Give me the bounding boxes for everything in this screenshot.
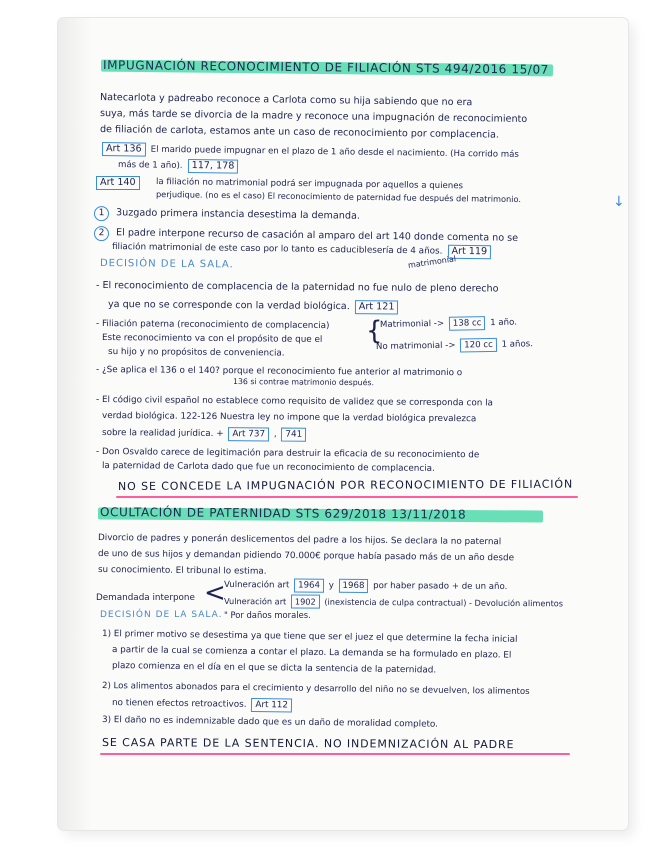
art741-box: 741 [281,428,306,442]
art119-box: Art 119 [447,245,491,260]
s1-art117-row [118,158,241,174]
notebook-page [58,18,628,830]
art121-box: Art 121 [355,300,399,314]
ins2-label: Vulneración art [223,596,287,607]
d1-line12: la paternidad de Carlota dado que fue un reconocimiento de complacencia. [101,461,435,474]
matri-label: Matrimonial -> [379,318,445,330]
s2-line2: de uno de sus hijos y demandan pidiendo 70.000€ porque había pasado más de un año desde [97,549,515,564]
conclusion1: NO SE CONCEDE LA IMPUGNACIÓN POR RECONOCIMIENTO DE FILIACIÓN [117,477,574,493]
p3: 3) El daño no es indemnizable dado que es un daño de moralidad completo. [101,715,439,730]
p2b: no tienen efectos retroactivos. [111,698,247,710]
section2-title: OCULTACIÓN DE PATERNIDAD STS 629/2018 13/11/2018 [99,505,467,522]
step1-circle: 1 [94,206,109,221]
art136-box: Art 136 [102,142,146,157]
art117-box: 117, 178 [188,159,239,174]
s1-line9: El padre interpone recurso de casación al amparo del art 140 donde comenta no se [115,227,519,244]
ins1-after: por haber pasado + de un año. [373,581,508,592]
s2-ins2-row [224,594,563,610]
d1-line11: - Don Osvaldo carece de legitimación para destruir la eficacia de su reconocimiento de [95,447,480,461]
step2-circle: 2 [94,226,109,241]
s1-line7: perjudique. (no es el caso) El reconocimiento de paternidad fue después del matrimonio. [155,189,522,205]
p2a: 2) Los alimentos abonados para el crecimiento y desarrollo del niño no se devuelven, los alimentos [101,681,530,697]
d1-line5: su hijo y no propósitos de conveniencia. [107,347,285,359]
conclusion2: SE CASA PARTE DE LA SENTENCIA. NO INDEMNIZACIÓN AL PADRE [101,736,515,752]
d1-line10-row: sobre la realidad jurídica. + Art 737 , 741 [102,426,308,442]
conclusion1-underline [116,496,578,498]
sup-matrimonial: matrimonial [407,254,457,270]
ins2-after: (inexistencia de culpa contractual) - Devolución alimentos [324,596,564,609]
d1-line8: - El código civil español no establece como requisito de validez que se corresponda con la [95,395,493,409]
cc120-box: 120 cc [460,338,497,353]
s2-line3: su conocimiento. El tribunal lo estima. [97,565,267,577]
cc120-after: 1 años. [501,339,534,350]
s2-line1: Divorcio de padres y ponerán deslicementos del padre a los hijos. Se declara la no paternal [97,533,502,548]
nomatri-label: No matrimonial -> [375,340,456,352]
d1-line10: sobre la realidad jurídica. [101,428,214,439]
s1-line8: 3uzgado primera instancia desestima la demanda. [115,207,360,222]
s2-ins1-row [224,578,507,594]
d1-line9: verdad biológica. 122-126 Nuestra ley no impone que la verdad biológica prevalezca [101,411,477,425]
s1-line4: El marido puede impugnar en el plazo de 1 año desde el nacimiento. (Ha corrido más [150,144,519,160]
d1-line3: - Filiación paterna (reconocimiento de complacencia) [95,319,330,332]
art112-box: Art 112 [251,698,292,713]
s1-line5: más de 1 año). [117,160,183,171]
page-margin-shadow [58,18,92,830]
s1-line10: filiación matrimonial de este caso por lo tanto es caduciblesería de 4 años. [111,242,443,257]
s1-step1 [94,206,360,225]
art140-box: Art 140 [96,176,140,190]
decision1-heading: DECISIÓN DE LA SALA. [99,258,234,271]
d1-line6: - ¿Se aplica el 136 o el 140? porque el reconocimiento fue anterior al matrimonio o [95,365,463,379]
ins1-y: y [328,580,334,591]
s1-line3: de filiación de carlota, estamos ante un caso de reconocimiento por complacencia. [99,124,500,141]
decision2-heading: DECISIÓN DE LA SALA. [100,610,223,620]
down-arrow-icon: ↓ [613,194,625,210]
conclusion2-underline [100,753,570,755]
section1-title: IMPUGNACIÓN RECONOCIMIENTO DE FILIACIÓN STS 494/2016 15/07 [102,58,550,77]
d1-line1: - El reconocimiento de complacencia de la paternidad no fue nulo de pleno derecho [95,280,499,295]
d1-line2-row [108,298,401,315]
cc138-box: 138 cc [449,316,486,331]
p1c: plazo comienza en el día en el que se dicta la sentencia de la paternidad. [111,661,437,676]
art1902-box: 1902 [291,594,320,608]
s1-line1: Natecarlota y padreabo reconoce a Carlota como su hija sabiendo que no era [99,92,473,109]
s1-line6: la filiación no matrimonial podrá ser impugnada por aquellos a quienes [155,177,464,192]
art1964-box: 1964 [294,578,324,592]
brace2-icon: < [204,578,226,608]
p1a: 1) El primer motivo se desestima ya que tiene que ser el juez el que determine la fecha inicial [101,629,518,645]
brace-icon: { [366,316,383,346]
p2b-row [112,696,294,713]
d1-line4: Este reconocimiento va con el propósito de que el [101,333,323,345]
nomatri-row [376,337,533,354]
cc138-after: 1 año. [490,317,518,329]
s1-line2: suya, más tarde se divorcia de la madre y reconoce una impugnación de reconocimiento [99,108,528,125]
d1-line2: ya que no se corresponde con la verdad biológica. [107,299,350,313]
s2-demandada: Demandada interpone [96,593,195,603]
art1968-box: 1968 [339,579,369,593]
p1b: a partir de la cual se comienza a contar el plazo. La demanda se ha formulado en plazo. El [111,645,512,661]
ins1-label: Vulneración art [223,580,290,591]
matri-row [380,316,517,332]
s2-ins3: " Por daños morales. [224,610,311,620]
art737-box: Art 737 [228,427,269,441]
d1-line7: 136 si contrae matrimonio después. [232,377,374,388]
